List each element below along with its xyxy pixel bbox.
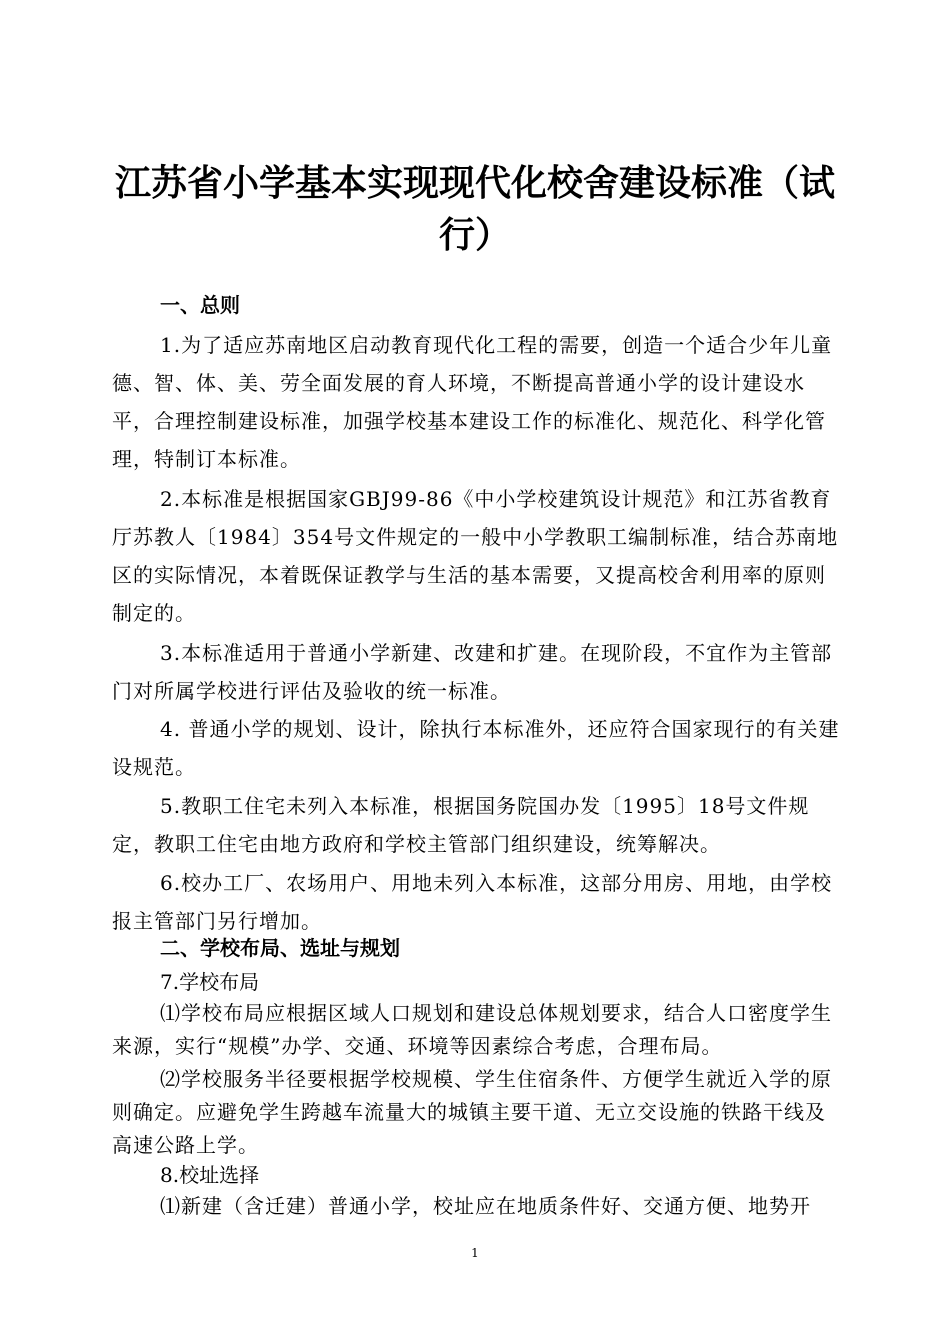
section-heading-general: 一、总则 — [160, 293, 240, 317]
paragraph-3: 3.本标准适用于普通小学新建、改建和扩建。在现阶段，不宜作为主管部门对所属学校进行评估及验收的统一标准。 — [112, 641, 833, 703]
subheading-school-layout: 7.学校布局 — [160, 970, 260, 994]
paragraph-7-1: ⑴学校布局应根据区域人口规划和建设总体规划要求，结合人口密度学生来源，实行“规模”办学、交通、环境等因素综合考虑，合理布局。 — [112, 1001, 832, 1058]
document-title: 江苏省小学基本实现现代化校舍建设标准（试行） — [114, 163, 835, 256]
subheading-site-selection: 8.校址选择 — [160, 1163, 260, 1187]
paragraph-5: 5.教职工住宅未列入本标准，根据国务院国办发〔1995〕18号文件规定，教职工住宅由地方政府和学校主管部门组织建设，统筹解决。 — [112, 794, 810, 856]
paragraph-7-2: ⑵学校服务半径要根据学校规模、学生住宿条件、方便学生就近入学的原则确定。应避免学生跨越车流量大的城镇主要干道、无立交设施的铁路干线及高速公路上学。 — [112, 1067, 832, 1157]
paragraph-6: 6.校办工厂、农场用户、用地未列入本标准，这部分用房、用地，由学校报主管部门另行增加。 — [112, 871, 833, 933]
paragraph-2: 2.本标准是根据国家GBJ99-86《中小学校建筑设计规范》和江苏省教育厅苏教人〔1984〕354号文件规定的一般中小学教职工编制标准，结合苏南地区的实际情况，本着既保证教学与生活的基本需要，又提高校舍利用率的原则制定的。 — [112, 487, 839, 625]
paragraph-4: 4. 普通小学的规划、设计，除执行本标准外，还应符合国家现行的有关建设规范。 — [112, 717, 840, 779]
paragraph-8-1: ⑴新建（含迁建）普通小学，校址应在地质条件好、交通方便、地势开 — [160, 1194, 811, 1218]
section-heading-layout: 二、学校布局、选址与规划 — [160, 936, 400, 960]
page-number: 1 — [471, 1246, 479, 1260]
paragraph-1: 1.为了适应苏南地区启动教育现代化工程的需要，创造一个适合少年儿童德、智、体、美、劳全面发展的育人环境，不断提高普通小学的设计建设水平，合理控制建设标准，加强学校基本建设工作的标准化、规范化、科学化管理，特制订本标准。 — [112, 333, 833, 471]
